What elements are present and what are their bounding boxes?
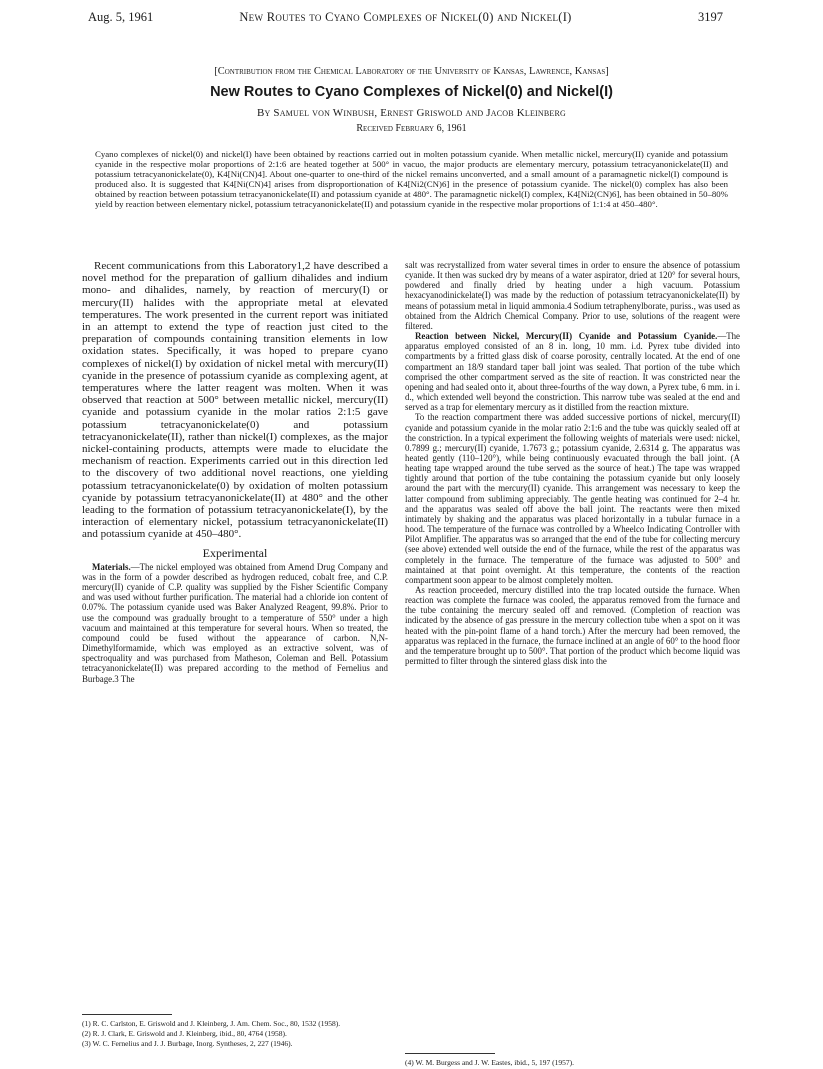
- section-heading-experimental: Experimental: [202, 545, 268, 560]
- left-column: [82, 260, 388, 684]
- author-line: By Samuel von Winbush, Ernest Griswold and Jacob Kleinberg: [256, 107, 567, 119]
- right-column: [405, 260, 740, 666]
- materials-paragraph: [82, 562, 388, 684]
- procedure-paragraph: To the reaction compartment there was added successive portions of nickel, mercury(II) cyanide and potassium cyanide in the molar ratio 2:1:6 and the tube was quickly sealed off at the constriction. In a typical experiment the following weights of materials were used: nickel, 0.7899 g.; mercury(II) cyanide, 1.7673 g.; potassium cyanide, 2.6314 g. The apparatus was heated gently (110–120°), while being continuously evacuated through the ball joint. (A heating tape wrapped around the tube served as the source of heat.) The tape was wrapped tightly around that portion of the tube containing the potassium cyanide but only loosely around the part with the mercury(II) cyanide. This arrangement was necessary to keep the latter compound from subliming appreciably. The gentle heating was continued for 2–4 hr. and the apparatus was sealed off above the ball joint. The reactants were then mixed intimately by shaking and the apparatus was placed horizontally in a tubular furnace in a hood. The temperature of the furnace was controlled by a Wheelco Indicating Controller with Pilot Amplifier. The apparatus was so arranged that the end of the tube for collecting mercury (see above) extended well outside the end of the furnace, while the rest of the apparatus was completely in the furnace. The temperature of the furnace was adjusted to 500° and maintained at that point overnight. At this temperature, the contents of the reaction compartment soon appear to be almost completely molten.: [405, 412, 740, 585]
- footnote-1: (1) R. C. Carlston, E. Griswold and J. Kleinberg, J. Am. Chem. Soc., 80, 1532 (1958).: [82, 1019, 341, 1028]
- left-footnotes: [82, 1008, 388, 1049]
- materials-text: —The nickel employed was obtained from Amend Drug Company and was in the form of a powder described as hydrogen reduced, cobalt free, and C.P. mercury(II) cyanide of C.P. quality was supplied by the Fisher Scientific Company and was used without further purification. The material had a chloride ion content of 0.07%. The potassium cyanide used was Baker Analyzed Reagent, 99.8%. Prior to use the compound was gradually brought to a temperature of 550° under a high vacuum and maintained at this temperature for several hours. When so treated, the compound could be fused without the appearance of carbon. N,N-Dimethylformamide, which was employed as an extractive solvent, was of spectroquality and was purchased from Matheson, Coleman and Bell. Potassium tetracyanonickelate(II) was prepared according to the method of Fernelius and Burbage.3 The: [82, 561, 388, 684]
- reaction-runin-heading: Reaction between Nickel, Mercury(II) Cyanide and Potassium Cyanide.: [415, 331, 718, 342]
- materials-runin-heading: Materials.: [92, 561, 131, 572]
- running-header: [88, 10, 723, 28]
- introduction-paragraph: Recent communications from this Laboratory1,2 have described a novel method for the preparation of gallium dihalides and indium mono- and dihalides, namely, by reaction of mercury(I) or mercury(II) halides with the appropriate metal at elevated temperatures. The work presented in the current report was initiated in an attempt to extend the type of reaction just cited to the preparation of compounds containing transition elements in low oxidation states. Specifically, it was hoped to prepare cyano complexes of nickel(I) by oxidation of nickel metal with mercury(II) cyanide in the presence of potassium cyanide as complexing agent, at temperatures where the latter reagent was molten. When it was observed that reaction at 500° between metallic nickel, mercury(II) cyanide and potassium cyanide in the molar ratios 2:1:5 gave potassium tetracyanonickelate(0) and potassium tetracyanonickelate(II), rather than nickel(I) complexes, as the major nickel-containing products, attempts were made to elucidate the mechanism of reaction. Experiments carried out in this direction led to the discovery of two additional novel reactions, one yielding potassium tetracyanonickelate(0) by oxidation of molten potassium cyanide by potassium tetracyanonickelate(II) at 480° and the other leading to the formation of potassium tetracyanonickelate(I), by the interaction of elementary nickel, potassium tetracyanonickelate(II) and potassium cyanide at 450–480°.: [82, 260, 388, 541]
- abstract: Cyano complexes of nickel(0) and nickel(I) have been obtained by reactions carried out in molten potassium cyanide. When metallic nickel, mercury(II) cyanide and potassium cyanide in the respective molar proportions of 2:1:6 are heated together at 500° in vacuo, the major products are elementary mercury, potassium tetracyanonickelate(II) and potassium tetracyanonickelate(0), K4[Ni(CN)4]. About one-quarter to one-third of the nickel remains unconverted, and a small amount of a paramagnetic nickel(I) compound is produced also. It is suggested that K4[Ni(CN)4] arises from disproportionation of K4[Ni2(CN)6] in the presence of potassium cyanide. The nickel(0) complex has also been obtained by reaction between potassium tetracyanonickelate(II) and potassium cyanide at 480°. The paramagnetic nickel(I) complex, K4[Ni2(CN)6], has been obtained in 50–80% yield by reaction between elementary nickel, potassium tetracyanonickelate(II) and potassium cyanide in the respective molar proportions of 1:1:4 at 450–480°.: [95, 149, 728, 209]
- right-footnotes: [405, 1047, 740, 1068]
- header-date: Aug. 5, 1961: [88, 10, 154, 24]
- footnote-rule: [405, 1053, 495, 1054]
- footnote-4: (4) W. M. Burgess and J. W. Eastes, ibid., 5, 197 (1957).: [405, 1058, 575, 1067]
- reaction-paragraph: [405, 331, 740, 412]
- reaction-text: —The apparatus employed consisted of an 8 in. long, 10 mm. i.d. Pyrex tube divided into compartments by a fritted glass disk of coarse porosity, centrally located. At the end of one compartment an 18/9 standard taper ball joint was sealed. That portion of the tube which comprised the other compartment served as the site of reaction. It was constricted near the opening and had sealed onto it, about three-fourths of the way down, a Pyrex tube, 6 mm. in i. d., which extended well beyond the constriction. This narrow tube was sealed at the end and served as a trap for elementary mercury as it distilled from the reaction mixture.: [405, 331, 740, 413]
- article-title: New Routes to Cyano Complexes of Nickel(0) and Nickel(I): [210, 84, 613, 100]
- received-date: Received February 6, 1961: [356, 123, 467, 134]
- reagents-paragraph: salt was recrystallized from water several times in order to ensure the absence of potassium cyanide. It then was sucked dry by means of a water aspirator, dried at 120° for several hours, powdered and finally dried by heating under a high vacuum. Potassium hexacyanodinickelate(I) was made by the reduction of potassium tetracyanonickelate(II) by means of potassium metal in liquid ammonia.4 Sodium tetraphenylborate, puriss., was used as obtained from the Aldrich Chemical Company. Prior to use, solutions of the reagent were filtered.: [405, 260, 740, 331]
- distillation-paragraph: As reaction proceeded, mercury distilled into the trap located outside the furnace. When reaction was complete the furnace was cooled, the apparatus removed from the furnace and the tube containing the mercury sealed off and removed. (Completion of reaction was indicated by the absence of gas pressure in the mercury collection tube when a spot on it was heated with the pin-point flame of a hand torch.) After the mercury had been removed, the apparatus was replaced in the furnace, the furnace inclined at an angle of 60° to the hood floor and the temperature brought up to 500°. That portion of the product which become liquid was permitted to filter through the sintered glass disk into the: [405, 585, 740, 667]
- footnote-rule: [82, 1014, 172, 1015]
- footnote-2: (2) R. J. Clark, E. Griswold and J. Kleinberg, ibid., 80, 4764 (1958).: [82, 1029, 287, 1038]
- footnote-3: (3) W. C. Fernelius and J. J. Burbage, Inorg. Syntheses, 2, 227 (1946).: [82, 1039, 293, 1048]
- contribution-line: [Contribution from the Chemical Laboratory of the University of Kansas, Lawrence, Kansas]: [214, 66, 609, 77]
- header-running-title: New Routes to Cyano Complexes of Nickel(0) and Nickel(I): [239, 10, 572, 24]
- header-page-number: 3197: [698, 10, 723, 24]
